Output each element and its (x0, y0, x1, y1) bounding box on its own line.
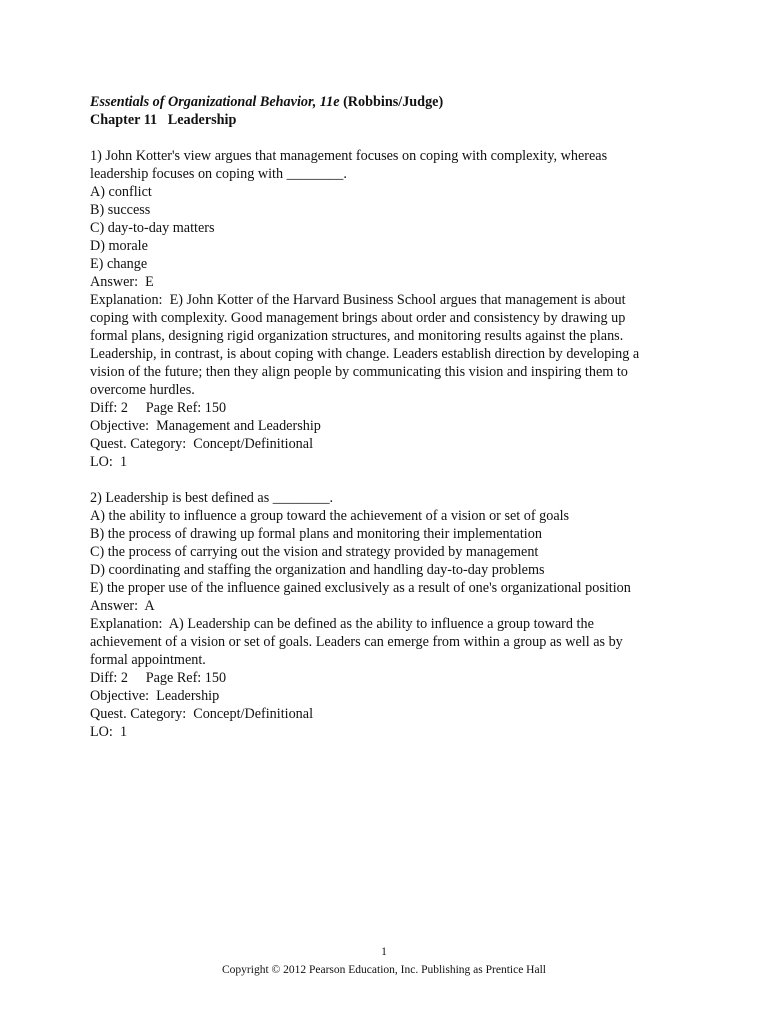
explanation-line: formal plans, designing rigid organization structures, and monitoring results against the plans. (90, 328, 624, 344)
explanation-line: Leadership, in contrast, is about coping with change. Leaders establish direction by developing a (90, 346, 640, 362)
answer-option: A) the ability to influence a group toward the achievement of a vision or set of goals (90, 508, 570, 524)
learning-objective: LO: 1 (90, 454, 128, 470)
answer-option: A) conflict (90, 184, 152, 200)
question-stem-line: 1) John Kotter's view argues that management focuses on coping with complexity, whereas (90, 148, 608, 164)
question-stem-line: leadership focuses on coping with ________. (90, 166, 347, 182)
answer-option: E) the proper use of the influence gained exclusively as a result of one's organizational position (90, 580, 631, 596)
answer-option: D) morale (90, 238, 148, 254)
answer-option: C) day-to-day matters (90, 220, 215, 236)
page-number: 1 (381, 946, 387, 958)
book-authors: (Robbins/Judge) (339, 94, 444, 110)
question-stem-line: 2) Leadership is best defined as ________. (90, 490, 334, 506)
question-category: Quest. Category: Concept/Definitional (90, 436, 314, 452)
explanation-line: Explanation: E) John Kotter of the Harvard Business School argues that management is about (90, 292, 626, 308)
answer-option: B) success (90, 202, 151, 218)
document-page (90, 93, 690, 741)
book-header (90, 93, 690, 111)
answer-option: B) the process of drawing up formal plans and monitoring their implementation (90, 526, 542, 542)
question-category: Quest. Category: Concept/Definitional (90, 706, 314, 722)
explanation-line: vision of the future; then they align people by communicating this vision and inspiring them to (90, 364, 628, 380)
answer-key: Answer: E (90, 274, 154, 290)
explanation-line: Explanation: A) Leadership can be defined as the ability to influence a group toward the (90, 616, 594, 632)
copyright-notice: Copyright © 2012 Pearson Education, Inc. Publishing as Prentice Hall (222, 964, 546, 976)
explanation-line: overcome hurdles. (90, 382, 195, 398)
learning-objective: LO: 1 (90, 724, 128, 740)
difficulty-page-ref: Diff: 2 Page Ref: 150 (90, 400, 227, 416)
answer-option: C) the process of carrying out the vision and strategy provided by management (90, 544, 539, 560)
question-2 (90, 489, 690, 741)
answer-key: Answer: A (90, 598, 155, 614)
chapter-title: Chapter 11 Leadership (90, 112, 237, 128)
explanation-line: achievement of a vision or set of goals. Leaders can emerge from within a group as well as by (90, 634, 623, 650)
book-title: Essentials of Organizational Behavior, 11e (90, 94, 340, 110)
objective: Objective: Leadership (90, 688, 220, 704)
answer-option: E) change (90, 256, 148, 272)
difficulty-page-ref: Diff: 2 Page Ref: 150 (90, 670, 227, 686)
explanation-line: formal appointment. (90, 652, 206, 668)
answer-option: D) coordinating and staffing the organization and handling day-to-day problems (90, 562, 545, 578)
question-1 (90, 147, 690, 471)
objective: Objective: Management and Leadership (90, 418, 321, 434)
explanation-line: coping with complexity. Good management brings about order and consistency by drawing up (90, 310, 626, 326)
